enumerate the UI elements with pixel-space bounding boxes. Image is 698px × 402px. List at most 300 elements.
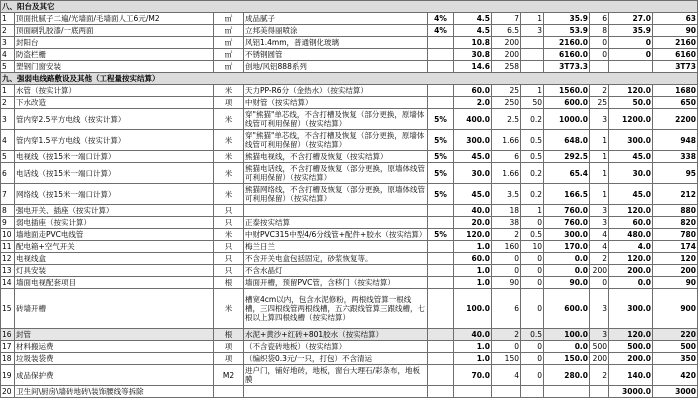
cell-spec: 熊猫电话线，不含打槽及恢复（部分更换，原墙体线管可利用保留）（按实结算） [244, 163, 428, 184]
table-row [1, 341, 698, 353]
cell-v2: 2 [492, 229, 521, 241]
cell-unit: 根 [214, 329, 244, 341]
cell-spec: 熊猫电视线，不含打槽及恢复（按实结算） [244, 151, 428, 163]
cell-v7: 174 [653, 241, 698, 253]
cell-v2: 6 [492, 289, 521, 329]
cell-no: 12 [1, 253, 15, 265]
cell-unit: ㎡ [214, 25, 244, 37]
cell-name: 材料搬运费 [15, 341, 214, 353]
cell-v3: 0 [521, 341, 544, 353]
cell-v6: 0.0 [609, 277, 653, 289]
cell-name: 强电开关、插座（按实计算） [15, 205, 214, 217]
cell-unit: 米 [214, 151, 244, 163]
cell-v4: 65.4 [544, 163, 590, 184]
cell-v7: 900 [653, 289, 698, 329]
cell-v3: 1 [521, 85, 544, 97]
cell-v2: 150 [492, 353, 521, 365]
cell-spec [244, 205, 428, 217]
cell-v4: 292.5 [544, 151, 590, 163]
cell-spec: 正泰按实结算 [244, 217, 428, 229]
cell-v3 [521, 37, 544, 49]
cell-pct [428, 37, 454, 49]
cell-v1: 10.8 [454, 37, 492, 49]
cell-v6: 50.0 [609, 97, 653, 109]
cell-v5: 0 [590, 277, 609, 289]
cell-v5 [590, 61, 609, 73]
cell-pct [428, 49, 454, 61]
cell-pct [428, 61, 454, 73]
cell-v6: 120.0 [609, 85, 653, 97]
cell-v4: 600.0 [544, 97, 590, 109]
cell-v7: 420 [653, 365, 698, 386]
table-row [1, 130, 698, 151]
cell-v4: 1000.0 [544, 109, 590, 130]
cell-name: 管内穿1.5平方电线（按实计算） [15, 130, 214, 151]
cell-v5: 1 [590, 163, 609, 184]
cell-v7: 220 [653, 329, 698, 341]
cell-v2: 160 [492, 241, 521, 253]
cell-name: 水管（按实计算） [15, 85, 214, 97]
cell-v1: 400.0 [454, 109, 492, 130]
cell-v5: 1 [590, 130, 609, 151]
cell-no: 3 [1, 37, 15, 49]
cell-name: 电话线（按15米一端口计算） [15, 163, 214, 184]
table-row [1, 163, 698, 184]
cell-pct [428, 265, 454, 277]
cell-v3 [521, 386, 544, 398]
cell-v4: 166.5 [544, 184, 590, 205]
cell-v4: 648.0 [544, 130, 590, 151]
cell-v7: 90 [653, 25, 698, 37]
cell-pct [428, 97, 454, 109]
cell-v5: 8 [590, 25, 609, 37]
cell-v6: 200.0 [609, 353, 653, 365]
cell-v4: 0.0 [544, 341, 590, 353]
cell-pct: 5% [428, 109, 454, 130]
cell-v3: 1 [521, 13, 544, 25]
cell-v5: 3 [590, 217, 609, 229]
cell-v1: 1.0 [454, 241, 492, 253]
cell-v4: 150.0 [544, 353, 590, 365]
cell-v1: 60.0 [454, 253, 492, 265]
cell-v4: 280.0 [544, 365, 590, 386]
cell-v4: 0.0 [544, 253, 590, 265]
cell-spec: 穿"熊猫"单芯线，不含打槽及恢复（部分更换，原墙体线管可利用保留）（按实结算） [244, 130, 428, 151]
cell-spec: 不锈钢圆管 [244, 49, 428, 61]
cell-name: 顶面刷乳胶漆/一底两面 [15, 25, 214, 37]
table-row [1, 205, 698, 217]
cell-name: 配电箱+空气开关 [15, 241, 214, 253]
cell-v7: 500 [653, 341, 698, 353]
cell-v2: 6 [492, 151, 521, 163]
cell-v6: 120.0 [609, 205, 653, 217]
cell-unit: 只 [214, 217, 244, 229]
cell-name: 墙地面走PVC电线管 [15, 229, 214, 241]
cell-spec: 穿"熊猫"单芯线，不含打槽及恢复（部分更换，原墙体线管可利用保留）（按实结算） [244, 109, 428, 130]
cell-no: 14 [1, 277, 15, 289]
cell-spec: 熊猫网络线，不含打槽及恢复（部分更换，原墙体线管可利用保留）（按实结算） [244, 184, 428, 205]
cell-v6: 500.0 [609, 341, 653, 353]
cell-no: 20 [1, 386, 15, 398]
cell-spec: 墙面开槽，预留PVC管，含移门（按实结算） [244, 277, 428, 289]
table-row [1, 85, 698, 97]
cell-v5: 4 [590, 241, 609, 253]
cell-v7: 63 [653, 13, 698, 25]
cell-v3: 0.5 [521, 151, 544, 163]
cell-v4: 35.9 [544, 13, 590, 25]
cell-v3: 0 [521, 217, 544, 229]
cell-v6: 480.0 [609, 229, 653, 241]
cell-v3: 0 [521, 353, 544, 365]
table-row [1, 151, 698, 163]
cell-name: 卫生间\厨房\墙砖地砖\装饰腰线等拆除 [15, 386, 214, 398]
cell-v1: 40.0 [454, 329, 492, 341]
table-row [1, 265, 698, 277]
cell-unit: ㎡ [214, 49, 244, 61]
cell-unit: 只 [214, 205, 244, 217]
cell-v6: 27.0 [609, 13, 653, 25]
cell-v1: 100.0 [454, 289, 492, 329]
cell-v1: 1.0 [454, 277, 492, 289]
cell-v1: 300.0 [454, 130, 492, 151]
cell-v1: 45.0 [454, 151, 492, 163]
cell-v2: 38 [492, 217, 521, 229]
cell-name: 灯具安装 [15, 265, 214, 277]
cell-v6: 0 [609, 49, 653, 61]
cell-v7: 820 [653, 217, 698, 229]
cell-v7: 338 [653, 151, 698, 163]
table-row [1, 365, 698, 386]
cell-unit: 米 [214, 289, 244, 329]
cell-v5: 2 [590, 365, 609, 386]
cell-v7: 6160 [653, 49, 698, 61]
cell-v7: 90 [653, 277, 698, 289]
cell-pct: 5% [428, 151, 454, 163]
cell-v2: 0 [492, 253, 521, 265]
cell-v5: 0 [590, 37, 609, 49]
cell-v6: 300.0 [609, 130, 653, 151]
cell-v3: 0 [521, 365, 544, 386]
cell-v1: 40.0 [454, 205, 492, 217]
cell-spec: 立邦美得丽喷涂 [244, 25, 428, 37]
cell-v3: 0 [521, 277, 544, 289]
cell-v3 [521, 61, 544, 73]
cell-v1: 14.6 [454, 61, 492, 73]
cell-no: 4 [1, 49, 15, 61]
cell-v3: 0.5 [521, 130, 544, 151]
cell-v7: 880 [653, 205, 698, 217]
cell-v7: 350 [653, 353, 698, 365]
cell-pct: 4% [428, 25, 454, 37]
cell-pct [428, 217, 454, 229]
cell-unit: M2 [214, 365, 244, 386]
cell-v4: 300.0 [544, 229, 590, 241]
cell-v1: 1.0 [454, 353, 492, 365]
cell-v5: 500 [590, 341, 609, 353]
cell-v2: 7 [492, 13, 521, 25]
table-row [1, 386, 698, 398]
cell-no: 2 [1, 97, 15, 109]
cell-v4 [544, 386, 590, 398]
cell-v6: 120.0 [609, 253, 653, 265]
table-row [1, 25, 698, 37]
cell-spec: 中财管（按实结算） [244, 97, 428, 109]
table-row [1, 277, 698, 289]
cell-unit: 只 [214, 241, 244, 253]
cell-v2: 3.5 [492, 184, 521, 205]
table-row [1, 13, 698, 25]
cell-spec: （编织袋0.3元/一只，打包）不含清运 [244, 353, 428, 365]
cell-v2: 18 [492, 205, 521, 217]
cell-pct [428, 341, 454, 353]
cell-pct: 5% [428, 130, 454, 151]
cell-no: 9 [1, 217, 15, 229]
cell-v3: 0 [521, 265, 544, 277]
cell-v5: 3 [590, 205, 609, 217]
cell-no: 19 [1, 365, 15, 386]
cell-name: 管内穿2.5平方电线（按实计算） [15, 109, 214, 130]
cell-v3: 0.5 [521, 329, 544, 341]
cell-v6: 0 [609, 37, 653, 49]
cell-v5: 3 [590, 329, 609, 341]
table-row [1, 241, 698, 253]
cell-pct: 5% [428, 184, 454, 205]
cell-spec [244, 386, 428, 398]
cell-v1: 45.0 [454, 184, 492, 205]
cell-no: 7 [1, 184, 15, 205]
cell-spec: 成品腻子 [244, 13, 428, 25]
cell-no: 15 [1, 289, 15, 329]
cell-v4: 53.9 [544, 25, 590, 37]
cell-no: 16 [1, 329, 15, 341]
cell-pct [428, 353, 454, 365]
cell-v4: 100.0 [544, 329, 590, 341]
cell-v3: 0 [521, 289, 544, 329]
cell-v2: 250 [492, 97, 521, 109]
table-row [1, 329, 698, 341]
cell-v6: 35.9 [609, 25, 653, 37]
cell-name: 电视线（按15米一端口计算） [15, 151, 214, 163]
cell-name: 封管 [15, 329, 214, 341]
cell-name: 垃圾装袋费 [15, 353, 214, 365]
cell-unit: 米 [214, 130, 244, 151]
section-title: 九、强弱电线路敷设及其他（工程量按实结算） [1, 73, 698, 85]
cell-unit: 项 [214, 97, 244, 109]
cell-spec: 槽宽4cm以内，包含水泥修粉，两根线管算一根线槽，三四根线管两根线槽，五六跟线管算三跟线槽，七根以上算四根线槽（按实结算） [244, 289, 428, 329]
cell-v1: 1.0 [454, 265, 492, 277]
cell-name: 网络线（按15米一端口计算） [15, 184, 214, 205]
cell-unit: 项 [214, 353, 244, 365]
cell-v6: 45.0 [609, 184, 653, 205]
table-row [1, 229, 698, 241]
table-row [1, 184, 698, 205]
cell-unit: 米 [214, 109, 244, 130]
cell-v2: 200 [492, 49, 521, 61]
cell-v3: 0.5 [521, 229, 544, 241]
section-header [1, 1, 698, 13]
table-row [1, 353, 698, 365]
cell-v6: 300.0 [609, 289, 653, 329]
cell-v7: 2160 [653, 37, 698, 49]
cell-v5: 1 [590, 151, 609, 163]
table-row [1, 49, 698, 61]
cell-no: 11 [1, 241, 15, 253]
table-row [1, 37, 698, 49]
table-row [1, 289, 698, 329]
cell-v4: 760.0 [544, 217, 590, 229]
cell-name: 塑钢门窗安装 [15, 61, 214, 73]
cell-v4: 170.0 [544, 241, 590, 253]
cell-v2: 1.66 [492, 130, 521, 151]
cell-v2: 0 [492, 265, 521, 277]
table-row [1, 109, 698, 130]
cell-v5: 0 [590, 49, 609, 61]
cell-name: 成品保护费 [15, 365, 214, 386]
cell-v7: 780 [653, 229, 698, 241]
cell-v7: 948 [653, 130, 698, 151]
cell-v1: 20.0 [454, 217, 492, 229]
cell-v4: 1560.0 [544, 85, 590, 97]
cell-spec: 梅兰日兰 [244, 241, 428, 253]
cell-no: 5 [1, 61, 15, 73]
cell-v2: 200 [492, 37, 521, 49]
cell-v5: 1 [590, 184, 609, 205]
cell-unit: 米 [214, 85, 244, 97]
cell-v5: 2 [590, 85, 609, 97]
cell-v4: 90.0 [544, 277, 590, 289]
cell-no: 2 [1, 25, 15, 37]
cell-v5: 200 [590, 353, 609, 365]
cell-v6: 120.0 [609, 329, 653, 341]
cell-v7: 200 [653, 265, 698, 277]
cell-v2: 90 [492, 277, 521, 289]
cell-no: 1 [1, 13, 15, 25]
cell-unit: 米 [214, 163, 244, 184]
cell-v6: 3000.0 [609, 386, 653, 398]
cell-v1: 2.0 [454, 97, 492, 109]
cell-no: 1 [1, 85, 15, 97]
cell-v3: 0.2 [521, 184, 544, 205]
cell-no: 4 [1, 130, 15, 151]
cell-v1: 60.0 [454, 85, 492, 97]
cell-spec: 不含水晶灯 [244, 265, 428, 277]
cell-v2: 2.5 [492, 109, 521, 130]
cell-name: 电视线盒 [15, 253, 214, 265]
cell-v1: 4.5 [454, 13, 492, 25]
cell-unit: 只 [214, 253, 244, 265]
cell-unit [214, 386, 244, 398]
cell-v7: 95 [653, 163, 698, 184]
cell-pct [428, 329, 454, 341]
cell-pct [428, 241, 454, 253]
cell-v2: 0 [492, 341, 521, 353]
cell-no: 18 [1, 353, 15, 365]
cell-pct [428, 205, 454, 217]
cell-v2: 258 [492, 61, 521, 73]
cell-no: 10 [1, 229, 15, 241]
cell-v3: 0.2 [521, 163, 544, 184]
cell-pct: 5% [428, 163, 454, 184]
cell-v4: 600.0 [544, 289, 590, 329]
cell-spec: 天力PP-R6分（金热水）（按实结算） [244, 85, 428, 97]
cell-no: 13 [1, 265, 15, 277]
cell-no: 17 [1, 341, 15, 353]
cell-v6 [609, 61, 653, 73]
cell-v7: 2200 [653, 109, 698, 130]
cell-v3: 50 [521, 97, 544, 109]
cell-v5: 6 [590, 13, 609, 25]
table-row [1, 253, 698, 265]
cell-v7: 650 [653, 97, 698, 109]
cell-v2: 6.5 [492, 25, 521, 37]
cell-unit: ㎡ [214, 61, 244, 73]
cell-name: 防盗栏栅 [15, 49, 214, 61]
cell-no: 3 [1, 109, 15, 130]
table-row [1, 97, 698, 109]
table-row [1, 61, 698, 73]
cell-v3: 10 [521, 241, 544, 253]
cell-v7: 120 [653, 253, 698, 265]
cell-unit: ㎡ [214, 37, 244, 49]
cell-v2: 4 [492, 365, 521, 386]
cell-v5: 4 [590, 229, 609, 241]
cell-v1: 30.0 [454, 163, 492, 184]
cell-unit: 米 [214, 229, 244, 241]
cell-v2: 25 [492, 85, 521, 97]
cell-v2 [492, 386, 521, 398]
cell-pct: 4% [428, 13, 454, 25]
cell-v7: 3000 [653, 386, 698, 398]
cell-spec: 创地/风铝888系列 [244, 61, 428, 73]
cell-v6: 30.0 [609, 163, 653, 184]
cell-pct [428, 277, 454, 289]
section-header [1, 73, 698, 85]
cell-name: 砖墙开槽 [15, 289, 214, 329]
cell-unit: 根 [214, 277, 244, 289]
cell-name: 弱电插座（按实计算） [15, 217, 214, 229]
cell-v4: 2160.0 [544, 37, 590, 49]
cell-v2: 1.66 [492, 163, 521, 184]
cell-unit: ㎡ [214, 13, 244, 25]
cell-v7: 212 [653, 184, 698, 205]
cell-pct [428, 289, 454, 329]
cell-v3: 1 [521, 205, 544, 217]
cell-v7: 1680 [653, 85, 698, 97]
cell-v4: 760.0 [544, 205, 590, 217]
cell-name: 墙面电视配套项目 [15, 277, 214, 289]
cell-v5: 200 [590, 265, 609, 277]
cell-name: 下水改造 [15, 97, 214, 109]
table-row [1, 217, 698, 229]
cell-v4: 6160.0 [544, 49, 590, 61]
cell-v1: 1.0 [454, 341, 492, 353]
cell-unit: 米 [214, 184, 244, 205]
section-title: 八、阳台及其它 [1, 1, 698, 13]
cell-spec: 水泥+黄沙+红砖+801胶水（按实结算） [244, 329, 428, 341]
cell-v1: 30.8 [454, 49, 492, 61]
cell-unit: 只 [214, 265, 244, 277]
cell-v7: 3T73 [653, 61, 698, 73]
cell-pct [428, 365, 454, 386]
cell-spec: 进户门，铺好地砖，地板，窗台大理石/彩条布，地板膜 [244, 365, 428, 386]
cell-unit: 项 [214, 341, 244, 353]
cell-v4: 0.0 [544, 265, 590, 277]
cell-v3: 0 [521, 253, 544, 265]
cell-v1: 4.5 [454, 25, 492, 37]
cell-v5: 25 [590, 97, 609, 109]
cell-pct [428, 253, 454, 265]
cell-no: 6 [1, 163, 15, 184]
